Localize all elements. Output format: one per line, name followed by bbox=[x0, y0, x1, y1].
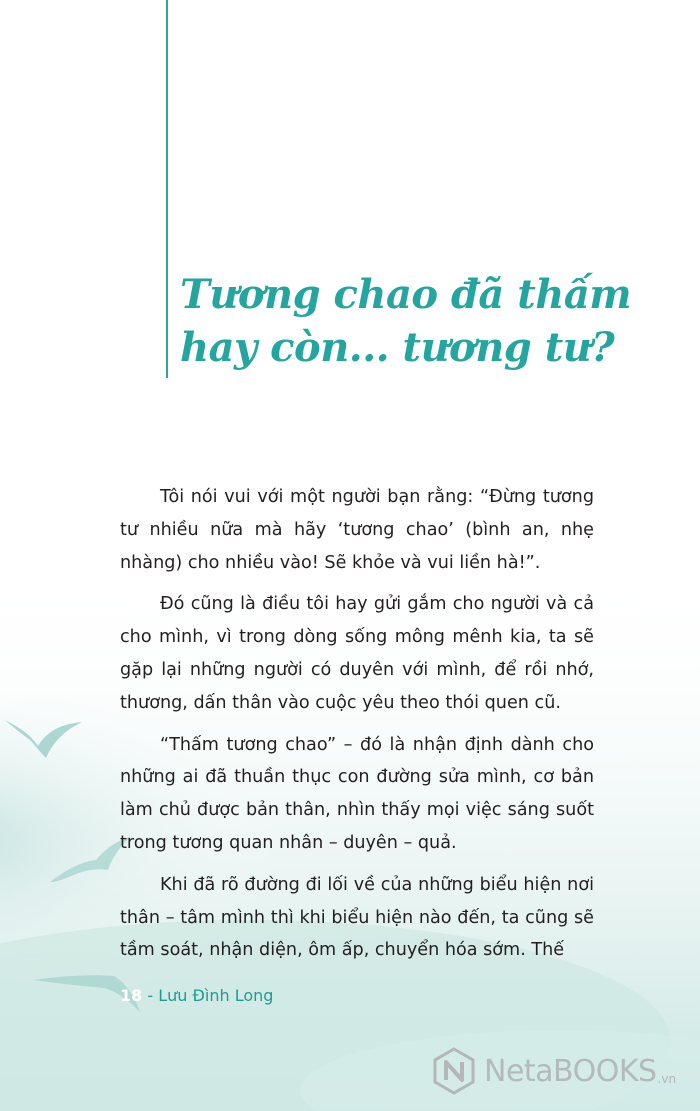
seagull-icon bbox=[0, 700, 90, 770]
page-number: 18 bbox=[120, 986, 143, 1005]
author-name: Lưu Đình Long bbox=[158, 986, 274, 1005]
paragraph: Đó cũng là điều tôi hay gửi gắm cho người và cả cho mình, vì trong dòng sống mông mênh kia, ta sẽ gặp lại những người có duyên với mình, để rồi nhớ, thương, dấn thân vào cuộc yêu theo thói quen cũ. bbox=[120, 594, 594, 713]
chapter-title bbox=[180, 268, 680, 374]
watermark-suffix: .vn bbox=[657, 1072, 677, 1086]
page-footer bbox=[120, 986, 273, 1005]
chapter-title-line-1: Tương chao đã thấm bbox=[180, 271, 632, 318]
watermark bbox=[432, 1046, 676, 1096]
paragraph: “Thấm tương chao” – đó là nhận định dành cho những ai đã thuần thục con đường sửa mình, cơ bản làm chủ được bản thân, nhìn thấy mọi việc sáng suốt trong tương quan nhân – duyên – quả. bbox=[120, 734, 594, 853]
vertical-rule bbox=[166, 0, 168, 378]
paragraph: Khi đã rõ đường đi lối về của những biểu hiện nơi thân – tâm mình thì khi biểu hiện nào đến, ta cũng sẽ tầm soát, nhận diện, ôm ấp, chuyển hóa sớm. Thế bbox=[120, 874, 594, 961]
chapter-title-line-2: hay còn... tương tư? bbox=[180, 324, 615, 371]
body-text bbox=[120, 481, 594, 976]
footer-separator: - bbox=[142, 986, 159, 1005]
netabooks-logo-icon bbox=[432, 1047, 476, 1095]
paragraph: Tôi nói vui với một người bạn rằng: “Đừng tương tư nhiều nữa mà hãy ‘tương chao’ (bình an, nhẹ nhàng) cho nhiều vào! Sẽ khỏe và vui liền hà!”. bbox=[120, 487, 594, 573]
watermark-brand: NetaBOOKS bbox=[484, 1053, 657, 1089]
